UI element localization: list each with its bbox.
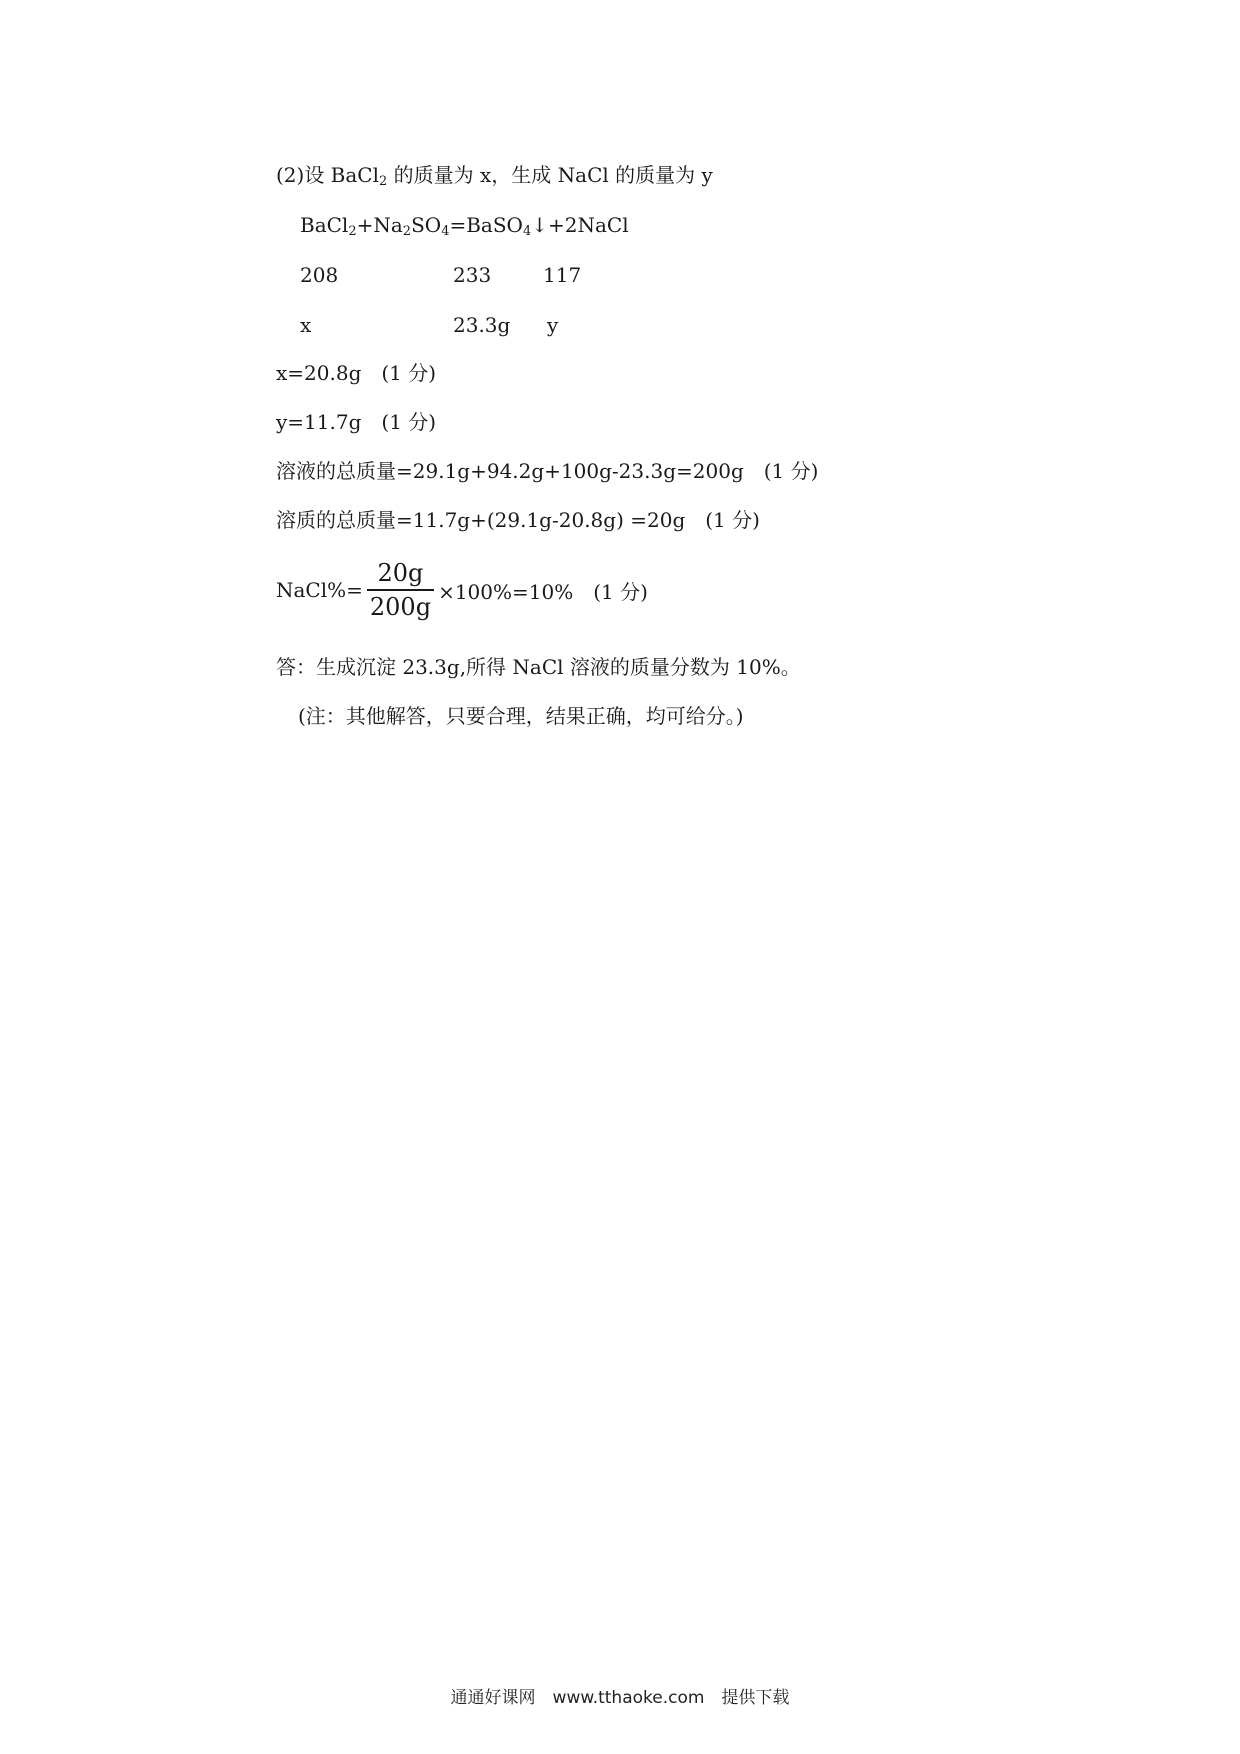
result-line: x=20.8g (1 分) <box>276 361 437 385</box>
unknown-x: x <box>300 313 312 337</box>
fraction-numerator: 20g <box>377 559 424 587</box>
fraction-suffix: ×100%=10% (1 分) <box>438 579 648 604</box>
unknown-y: y <box>547 313 559 337</box>
result-line: y=11.7g (1 分) <box>276 410 437 434</box>
page-footer: 通通好课网 www.tthaoke.com 提供下载 <box>450 1688 790 1708</box>
fraction-denominator: 200g <box>369 593 432 621</box>
fraction <box>367 558 434 622</box>
answer-line: 答：生成沉淀 23.3g,所得 NaCl 溶液的质量分数为 10%。 <box>276 655 801 679</box>
result-line: 溶液的总质量=29.1g+94.2g+100g-23.3g=200g (1 分) <box>276 459 819 483</box>
known-baso4-mass: 23.3g <box>453 313 511 337</box>
result-line: 溶质的总质量=11.7g+(29.1g-20.8g) =20g (1 分) <box>276 508 760 532</box>
fraction-prefix: NaCl%= <box>276 578 363 602</box>
ratio-baso4: 233 <box>453 263 492 287</box>
intro-line: (2)设 BaCl$_2$ 的质量为 x，生成 NaCl 的质量为 y <box>276 163 713 189</box>
fraction-line <box>276 558 648 622</box>
ratio-bacl2: 208 <box>300 263 339 287</box>
note-line: (注：其他解答，只要合理，结果正确，均可给分。) <box>298 704 744 728</box>
ratio-nacl: 117 <box>543 263 582 287</box>
chemical-equation: $BaCl_2+Na_2SO_4=BaSO_4↓+2NaCl$ <box>300 213 629 239</box>
